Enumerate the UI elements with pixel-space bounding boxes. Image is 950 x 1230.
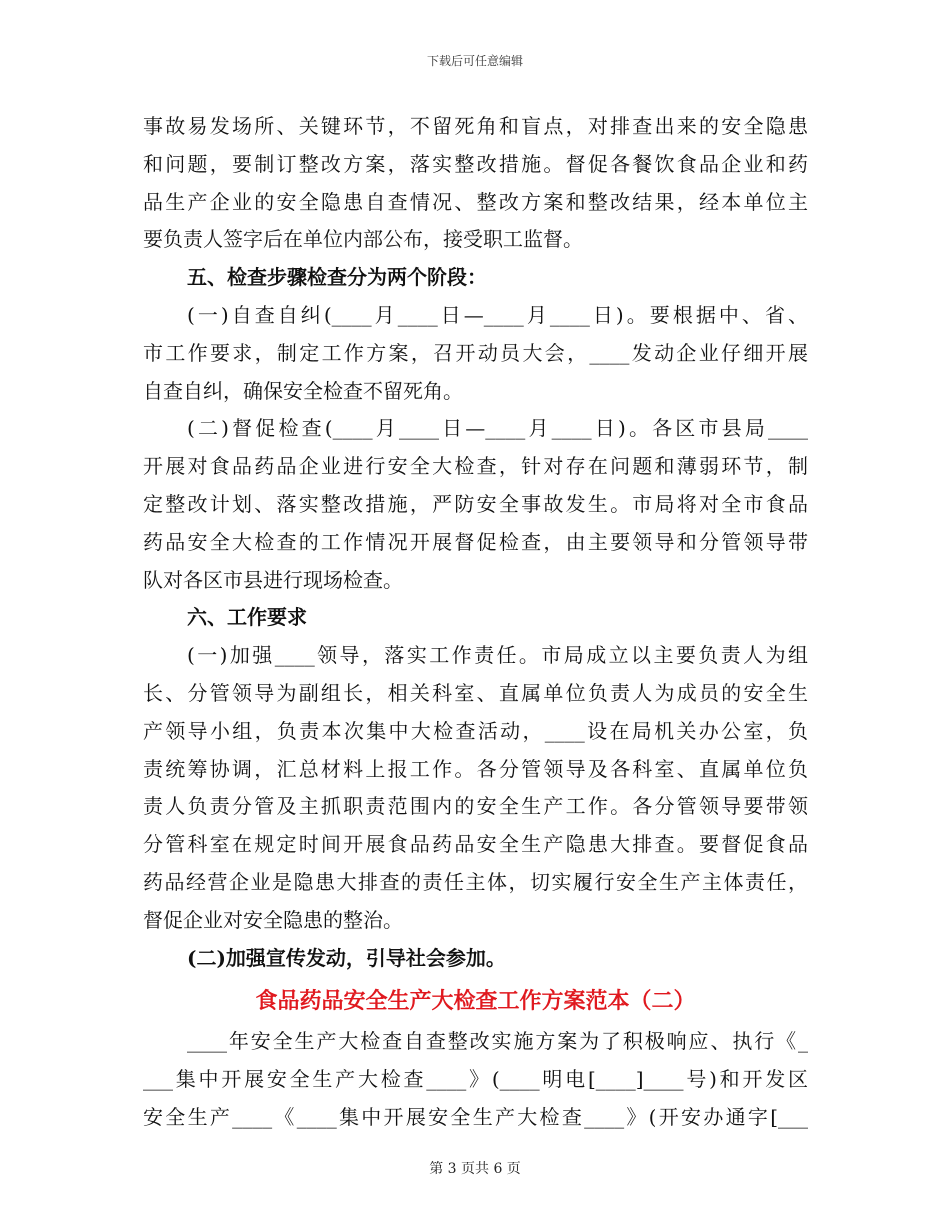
text-line: 自查自纠，确保安全检查不留死角。 [143,378,463,403]
text-line: 定整改计划、落实整改措施，严防安全事故发生。市局将对全市食品 [143,491,808,516]
text-line: 队对各区市县进行现场检查。 [143,567,403,592]
text-line: 要负责人签字后在单位内部公布，接受职工监督。 [143,227,583,252]
text-line: ___集中开展安全生产大检查____》(____明电[____]____号)和开发区 [143,1067,808,1092]
text-line: 和问题，要制订整改方案，落实整改措施。督促各餐饮食品企业和药 [143,151,808,176]
text-line: 责人负责分管及主抓职责范围内的安全生产工作。各分管领导要带领 [143,794,808,819]
page-header: 下载后可任意编辑 [426,54,523,68]
section-heading-5: 五、检查步骤检查分为两个阶段： [187,265,487,290]
page-footer: 第 3 页共 6 页 [429,1161,521,1177]
text-line: (一)加强____领导，落实工作责任。市局成立以主要负责人为组 [187,643,808,668]
text-line: ____年安全生产大检查自查整改实施方案为了积极响应、执行《_ [187,1029,808,1054]
text-line: 安全生产____《____集中开展安全生产大检查____》(开安办通字[___ [143,1104,808,1129]
text-line: 长、分管领导为副组长，相关科室、直属单位负责人为成员的安全生 [143,680,808,705]
text-line: 品生产企业的安全隐患自查情况、整改方案和整改结果，经本单位主 [143,189,808,214]
text-line: 产领导小组，负责本次集中大检查活动，____设在局机关办公室，负 [143,718,808,743]
text-line: 事故易发场所、关键环节，不留死角和盲点，对排查出来的安全隐患 [143,114,808,138]
text-line: 分管科室在规定时间开展食品药品安全生产隐患大排查。要督促食品 [143,832,808,857]
text-line: 督促企业对安全隐患的整治。 [143,907,403,932]
text-line: 责统筹协调，汇总材料上报工作。各分管领导及各科室、直属单位负 [143,756,808,781]
text-line: 药品安全大检查的工作情况开展督促检查，由主要领导和分管领导带 [143,529,808,554]
text-line: 市工作要求，制定工作方案，召开动员大会，____发动企业仔细开展 [143,340,808,365]
document-body [143,108,808,1137]
text-line: (一)自查自纠(____月____日—____月____日)。要根据中、省、 [187,302,808,327]
section-heading-6: 六、工作要求 [187,605,307,630]
text-line: 药品经营企业是隐患大排查的责任主体，切实履行安全生产主体责任， [143,869,808,894]
text-line: (二)督促检查(____月____日—____月____日)。各区市县局____ [187,416,808,441]
subsection-heading: (二)加强宣传发动，引导社会参加。 [187,945,506,970]
document-section-title: 食品药品安全生产大检查工作方案范本（二） [255,988,696,1015]
text-line: 开展对食品药品企业进行安全大检查，针对存在问题和薄弱环节，制 [143,454,808,479]
